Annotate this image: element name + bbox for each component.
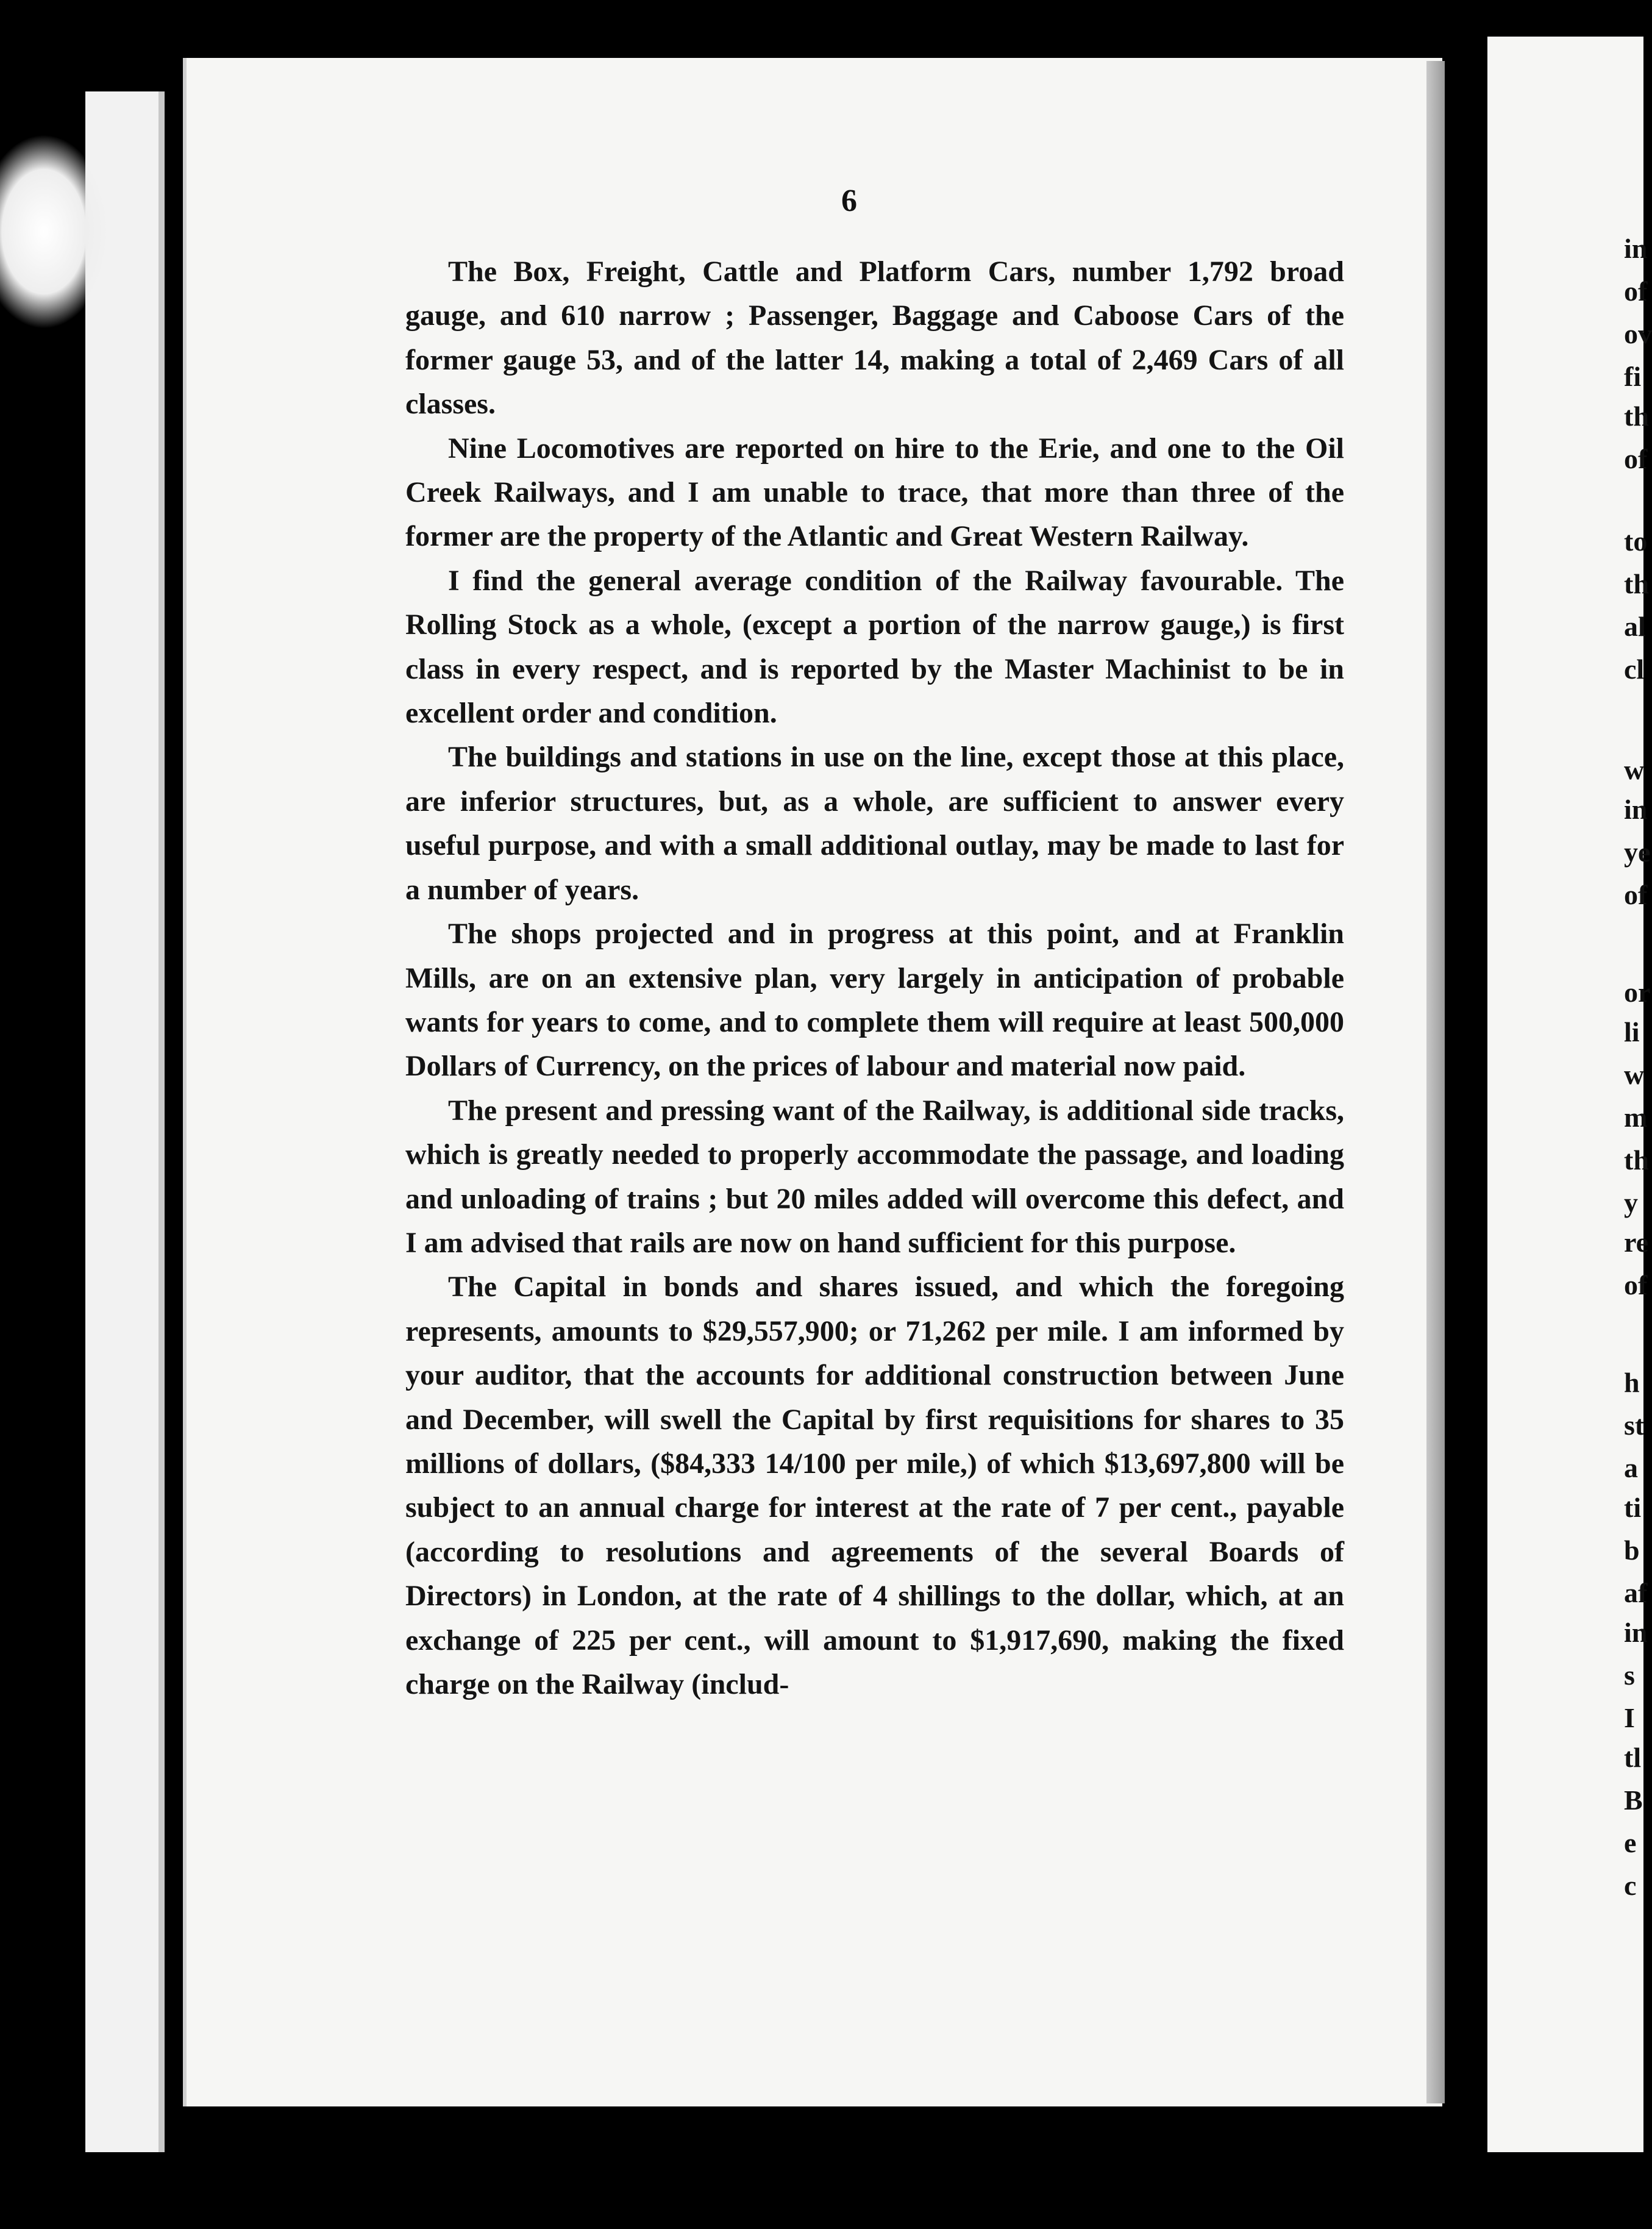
facing-page-fragment: af	[1624, 1577, 1648, 1608]
facing-page-fragment: m	[1624, 1102, 1648, 1133]
facing-page-fragment: h	[1624, 1367, 1640, 1398]
book-gutter	[1445, 0, 1487, 2229]
paragraph: Nine Locomotives are reported on hire to the Erie, and one to the Oil Creek Railways, and I am unable to trace, that more than three of the former are the property of the Atlantic and Great Western Railway.	[405, 432, 1344, 553]
facing-page-fragment: in	[1624, 233, 1648, 264]
paragraph: The buildings and stations in use on the line, except those at this place, are inferior structures, but, as a whole, are sufficient to answer every useful purpose, and with a small additional outlay, may be made to last for a number of years.	[405, 741, 1344, 906]
facing-page-fragment: li	[1624, 1016, 1640, 1047]
torn-paper-fragment	[0, 134, 110, 329]
paragraph: The Capital in bonds and shares issued, and which the foregoing represents, amounts to $29,557,900; or 71,262 per mile. I am informed by your auditor, that the accounts for additional construction between June and December, will swell the Capital by first requisitions for shares to 35 millions of dollars, ($84,333 14/100 per mile,) of which $13,697,800 will be subject to an annual charge for interest at the rate of 7 per cent., payable (according to resolutions and agreements of the several Boards of Directors) in London, at the rate of 4 shillings to the dollar, which, at an exchange of 225 per cent., will amount to $1,917,690, making the fixed charge on the Railway (includ-	[405, 1271, 1344, 1700]
left-backing-card	[85, 91, 165, 2152]
facing-page-fragment: in	[1624, 1617, 1648, 1648]
facing-page-fragment: or	[1624, 977, 1651, 1008]
facing-page-fragment: cl	[1624, 654, 1645, 685]
facing-page-fragment: al	[1624, 611, 1646, 642]
paragraph: The shops projected and in progress at this point, and at Franklin Mills, are on an extensive plan, very largely in anticipation of probable wants for years to come, and to complete them will require at least 500,000 Dollars of Currency, on the prices of labour and material now paid.	[405, 918, 1344, 1083]
facing-page-fragment: of	[1624, 1269, 1648, 1300]
facing-page-fragment: of	[1624, 443, 1648, 474]
paragraph: The present and pressing want of the Railway, is additional side tracks, which is greatly needed to properly accommodate the passage, and loading and unloading of trains ; but 20 miles added will overcome this defect, and I am advised that rails are now on hand sufficient for this purpose.	[405, 1094, 1344, 1259]
bottom-margin-dark	[0, 2158, 1643, 2229]
facing-page-fragment: to	[1624, 526, 1648, 557]
facing-page-fragment: th	[1624, 401, 1649, 432]
facing-page-fragment: y	[1624, 1187, 1638, 1218]
facing-page-fragment: b	[1624, 1535, 1640, 1566]
facing-page-edge	[1487, 37, 1652, 2152]
facing-page-fragment: I	[1624, 1702, 1635, 1733]
facing-page-fragment: of	[1624, 276, 1648, 307]
facing-page-fragment: e	[1624, 1827, 1637, 1858]
facing-page-fragment: s	[1624, 1660, 1635, 1691]
facing-page-fragment: w	[1624, 1059, 1645, 1090]
facing-page-fragment: st	[1624, 1410, 1645, 1441]
facing-page-fragment: re	[1624, 1227, 1649, 1258]
left-margin-dark	[0, 0, 85, 2229]
paragraph: I find the general average condition of the Railway favourable. The Rolling Stock as a whole, (except a portion of the narrow gauge,) is first class in every respect, and is reported by the Master Machinist to be in excellent order and condition.	[405, 564, 1344, 730]
facing-page-fragment: fi	[1624, 361, 1642, 392]
page-edge-shadow	[1426, 61, 1445, 2103]
facing-page-fragment: w	[1624, 754, 1645, 785]
facing-page-fragment: th	[1624, 1144, 1649, 1175]
facing-page-fragment: tl	[1624, 1742, 1642, 1773]
facing-page-fragment: of	[1624, 879, 1648, 910]
paragraph: The Box, Freight, Cattle and Platform Cars, number 1,792 broad gauge, and 610 narrow ; Passenger, Baggage and Caboose Cars of the former gauge 53, and of the latter 14, making a total of 2,469 Cars of all classes.	[405, 255, 1344, 421]
facing-page-fragment: c	[1624, 1870, 1637, 1901]
facing-page-fragment: ti	[1624, 1492, 1642, 1523]
facing-page-fragment: ov	[1624, 318, 1652, 349]
facing-page-fragment: ye	[1624, 836, 1651, 868]
facing-page-fragment: th	[1624, 568, 1649, 599]
facing-page-fragment: in	[1624, 794, 1648, 825]
page-number: 6	[841, 184, 857, 218]
facing-page-fragment: B	[1624, 1785, 1643, 1816]
page-body-text	[405, 250, 1344, 1707]
facing-page-fragment: a	[1624, 1452, 1638, 1483]
